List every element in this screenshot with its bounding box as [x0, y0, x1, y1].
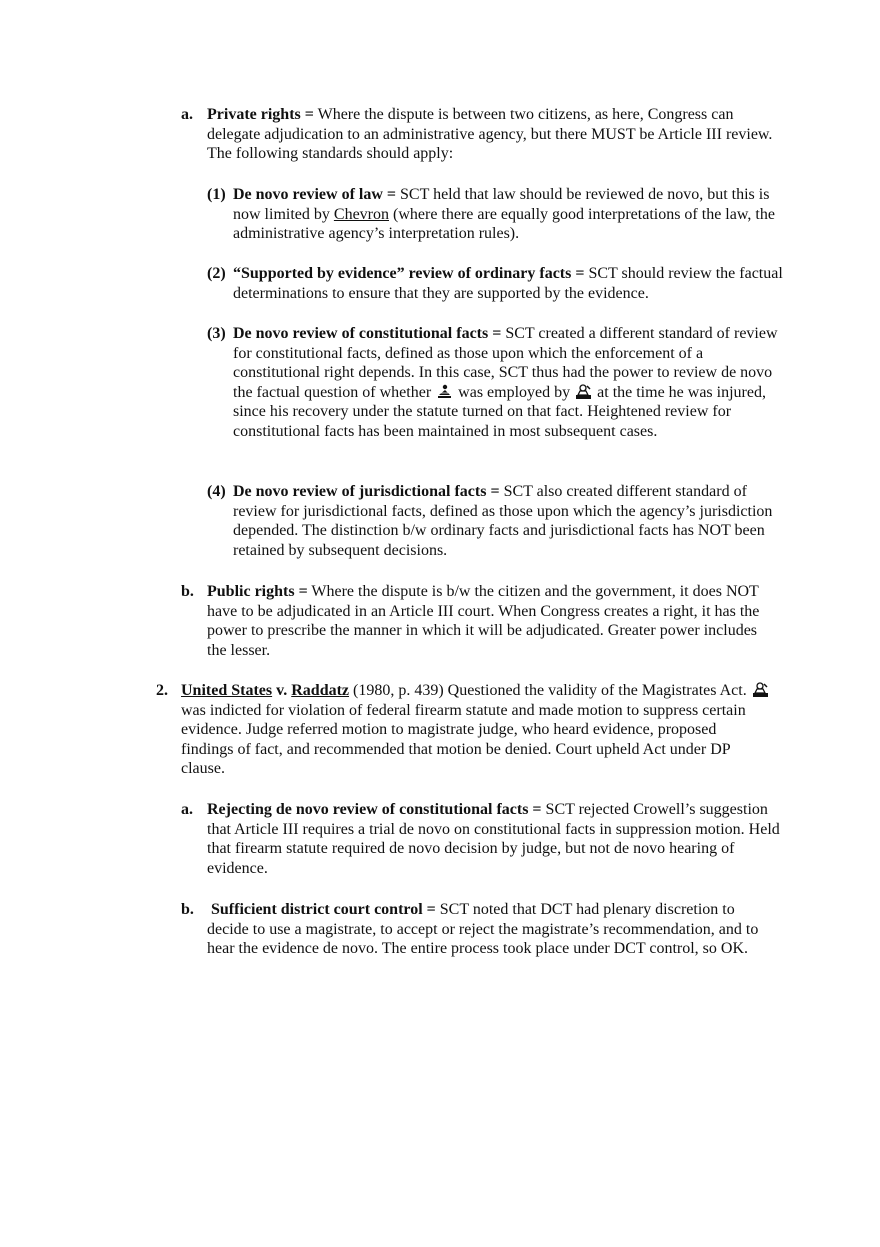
- body-text: (1980, p. 439) Questioned the validity of the Magistrates Act.: [349, 682, 751, 699]
- body-text: (where there are equally good interpretations of the law, the administrative agency’s interpretation rules).: [233, 205, 775, 243]
- body-text: Where the dispute is between two citizens, as here, Congress can delegate adjudication to an administrative agency, but there MUST be Article III review. The following standards should apply:: [207, 106, 773, 163]
- body-text: Where the dispute is b/w the citizen and the government, it does NOT have to be adjudicated in an Article III court. When Congress creates a right, it has the power to prescribe the manner in which it will be adjudicated. Greater power includes the lesser.: [207, 583, 760, 659]
- body-text: SCT rejected Crowell’s suggestion that Article III requires a trial de novo on constitutional facts in suppression motion. Held that firearm statute required de novo decision by judge, but not de novo hearing of evidence.: [207, 801, 780, 877]
- paragraph: [207, 800, 782, 878]
- case-party-2: Raddatz: [291, 682, 350, 699]
- list-marker: 2.: [156, 682, 168, 699]
- term: “Supported by evidence” review of ordinary facts =: [233, 265, 585, 282]
- body-text: SCT also created different standard of review for jurisdictional facts, defined as those upon which the agency’s jurisdiction depended. The distinction b/w ordinary facts and jurisdictional facts has NOT been retained by subsequent decisions.: [233, 483, 773, 559]
- case-name: Chevron: [333, 205, 389, 223]
- case-party-1: United States: [181, 682, 273, 699]
- list-marker: (4): [207, 483, 226, 500]
- case-v: v.: [272, 682, 292, 699]
- body-text: was indicted for violation of federal firearm statute and made motion to suppress certain evidence. Judge referred motion to magistrate judge, who heard evidence, proposed findings of fact, and recommended that motion be denied. Court upheld Act under DP clause.: [181, 701, 746, 778]
- defendant-icon: [752, 682, 769, 698]
- term: Sufficient district court control =: [207, 901, 436, 918]
- list-marker: (1): [207, 186, 226, 203]
- body-text: SCT noted that DCT had plenary discretion to decide to use a magistrate, to accept or reject the magistrate’s recommendation, and to hear the evidence de novo. The entire process took place under DCT control, so OK.: [207, 901, 759, 958]
- paragraph: [233, 185, 783, 244]
- list-marker: b.: [181, 901, 194, 918]
- paragraph: [207, 900, 779, 959]
- paragraph: [233, 264, 788, 303]
- plaintiff-icon: [436, 384, 453, 400]
- term: De novo review of constitutional facts =: [233, 325, 502, 342]
- body-text: was employed by: [454, 383, 575, 401]
- paragraph: [207, 105, 782, 164]
- list-marker: a.: [181, 801, 193, 818]
- paragraph: [233, 324, 783, 442]
- list-marker: a.: [181, 106, 193, 123]
- defendant-icon: [575, 384, 592, 400]
- body-text: at the time he was injured, since his recovery under the statute turned on that fact. Heightened review for constitutional facts has been maintained in most subsequent cases.: [233, 383, 766, 440]
- list-marker: (3): [207, 325, 226, 342]
- list-marker: (2): [207, 265, 226, 282]
- term: De novo review of jurisdictional facts =: [233, 483, 500, 500]
- body-text: SCT created a different standard of review for constitutional facts, defined as those upon which the enforcement of a constitutional right depends. In this case, SCT thus had the power to review de novo the factual question of whether: [233, 325, 778, 401]
- list-marker: b.: [181, 583, 194, 600]
- term: De novo review of law =: [233, 186, 397, 203]
- body-text: SCT held that law should be reviewed de novo, but this is now limited by: [233, 186, 770, 223]
- term: Private rights =: [207, 106, 314, 123]
- paragraph: [181, 681, 771, 779]
- paragraph: [233, 482, 778, 560]
- body-text: SCT should review the factual determinations to ensure that they are supported by the evidence.: [233, 265, 783, 302]
- term: Public rights =: [207, 583, 308, 600]
- term: Rejecting de novo review of constitutional facts =: [207, 801, 542, 818]
- paragraph: [207, 582, 762, 660]
